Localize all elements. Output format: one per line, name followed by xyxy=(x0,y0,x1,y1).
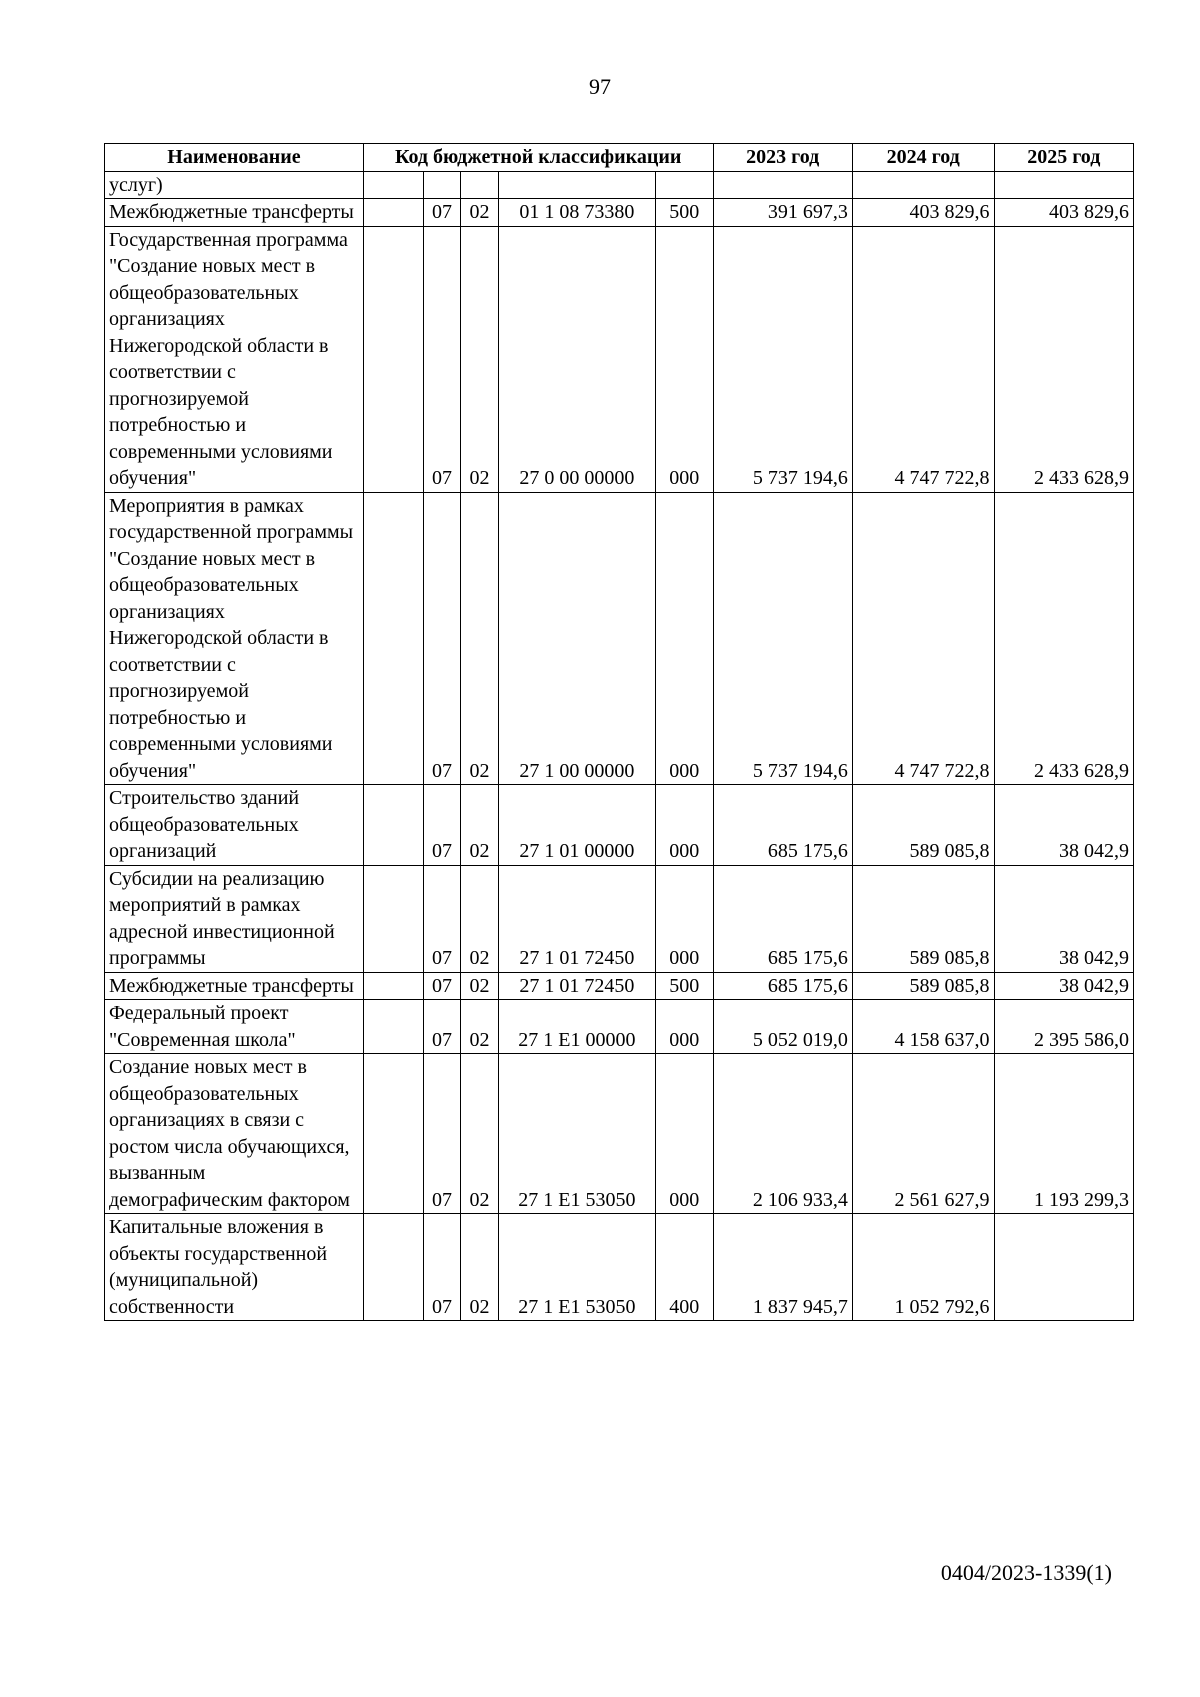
value-2024: 403 829,6 xyxy=(852,199,994,227)
code-expense-type: 400 xyxy=(655,1214,713,1321)
value-2023: 5 737 194,6 xyxy=(713,226,852,492)
table-body xyxy=(105,171,1134,1321)
value-2023: 1 837 945,7 xyxy=(713,1214,852,1321)
row-name: услуг) xyxy=(105,171,364,199)
code-expense-type: 000 xyxy=(655,785,713,866)
code-subsection: 02 xyxy=(461,199,499,227)
row-name: Государственная программа "Создание новых мест в общеобразовательных организациях Нижегородской области в соответствии с прогнозируемой потребностью и современными условиями обучения" xyxy=(105,226,364,492)
table-row xyxy=(105,199,1134,227)
value-2023: 2 106 933,4 xyxy=(713,1054,852,1214)
row-name: Межбюджетные трансферты xyxy=(105,972,364,1000)
value-2024 xyxy=(852,171,994,199)
code-section: 07 xyxy=(423,226,461,492)
document-id: 0404/2023-1339(1) xyxy=(940,1560,1112,1585)
value-2023: 391 697,3 xyxy=(713,199,852,227)
value-2024: 589 085,8 xyxy=(852,972,994,1000)
code-part-1 xyxy=(363,171,423,199)
table-row xyxy=(105,785,1134,866)
code-target xyxy=(498,171,655,199)
table-row xyxy=(105,171,1134,199)
header-name: Наименование xyxy=(105,144,364,172)
code-part-1 xyxy=(363,972,423,1000)
header-row xyxy=(105,144,1134,172)
code-subsection: 02 xyxy=(461,785,499,866)
value-2024: 589 085,8 xyxy=(852,865,994,972)
row-name: Строительство зданий общеобразовательных организаций xyxy=(105,785,364,866)
value-2023 xyxy=(713,171,852,199)
value-2025: 2 433 628,9 xyxy=(994,226,1133,492)
value-2024: 4 158 637,0 xyxy=(852,1000,994,1054)
header-2024: 2024 год xyxy=(852,144,994,172)
value-2023: 5 052 019,0 xyxy=(713,1000,852,1054)
value-2025 xyxy=(994,171,1133,199)
code-target: 01 1 08 73380 xyxy=(498,199,655,227)
code-target: 27 0 00 00000 xyxy=(498,226,655,492)
value-2025: 403 829,6 xyxy=(994,199,1133,227)
value-2024: 4 747 722,8 xyxy=(852,492,994,785)
code-subsection: 02 xyxy=(461,492,499,785)
code-expense-type: 500 xyxy=(655,972,713,1000)
table-row xyxy=(105,226,1134,492)
code-subsection: 02 xyxy=(461,865,499,972)
header-2025: 2025 год xyxy=(994,144,1133,172)
code-target: 27 1 E1 00000 xyxy=(498,1000,655,1054)
code-section: 07 xyxy=(423,1214,461,1321)
code-section xyxy=(423,171,461,199)
table-row xyxy=(105,492,1134,785)
code-section: 07 xyxy=(423,785,461,866)
value-2025: 38 042,9 xyxy=(994,865,1133,972)
code-subsection: 02 xyxy=(461,1054,499,1214)
header-code: Код бюджетной классификации xyxy=(363,144,713,172)
value-2025: 2 395 586,0 xyxy=(994,1000,1133,1054)
code-part-1 xyxy=(363,785,423,866)
row-name: Федеральный проект "Современная школа" xyxy=(105,1000,364,1054)
code-target: 27 1 E1 53050 xyxy=(498,1054,655,1214)
table-row xyxy=(105,1054,1134,1214)
table-row xyxy=(105,972,1134,1000)
code-section: 07 xyxy=(423,199,461,227)
value-2023: 685 175,6 xyxy=(713,972,852,1000)
code-section: 07 xyxy=(423,1000,461,1054)
value-2025: 1 193 299,3 xyxy=(994,1054,1133,1214)
code-subsection: 02 xyxy=(461,1000,499,1054)
row-name: Межбюджетные трансферты xyxy=(105,199,364,227)
row-name: Мероприятия в рамках государственной программы "Создание новых мест в общеобразовательных организациях Нижегородской области в соответствии с прогнозируемой потребностью и современными условиями обучения" xyxy=(105,492,364,785)
value-2025: 38 042,9 xyxy=(994,972,1133,1000)
row-name: Капитальные вложения в объекты государственной (муниципальной) собственности xyxy=(105,1214,364,1321)
code-expense-type: 000 xyxy=(655,865,713,972)
code-part-1 xyxy=(363,1000,423,1054)
code-part-1 xyxy=(363,492,423,785)
header-2023: 2023 год xyxy=(713,144,852,172)
row-name: Субсидии на реализацию мероприятий в рамках адресной инвестиционной программы xyxy=(105,865,364,972)
page-number: 97 xyxy=(589,74,611,99)
code-expense-type xyxy=(655,171,713,199)
value-2023: 5 737 194,6 xyxy=(713,492,852,785)
code-section: 07 xyxy=(423,972,461,1000)
row-name: Создание новых мест в общеобразовательных организациях в связи с ростом числа обучающихся, вызванным демографическим фактором xyxy=(105,1054,364,1214)
code-part-1 xyxy=(363,1214,423,1321)
code-expense-type: 000 xyxy=(655,492,713,785)
value-2025: 38 042,9 xyxy=(994,785,1133,866)
value-2025 xyxy=(994,1214,1133,1321)
code-subsection: 02 xyxy=(461,1214,499,1321)
table-row xyxy=(105,865,1134,972)
code-part-1 xyxy=(363,1054,423,1214)
value-2023: 685 175,6 xyxy=(713,865,852,972)
code-part-1 xyxy=(363,226,423,492)
value-2024: 2 561 627,9 xyxy=(852,1054,994,1214)
value-2024: 4 747 722,8 xyxy=(852,226,994,492)
code-section: 07 xyxy=(423,1054,461,1214)
value-2025: 2 433 628,9 xyxy=(994,492,1133,785)
table-row xyxy=(105,1214,1134,1321)
code-expense-type: 500 xyxy=(655,199,713,227)
code-section: 07 xyxy=(423,492,461,785)
code-expense-type: 000 xyxy=(655,226,713,492)
code-section: 07 xyxy=(423,865,461,972)
table-row xyxy=(105,1000,1134,1054)
value-2024: 589 085,8 xyxy=(852,785,994,866)
code-subsection: 02 xyxy=(461,972,499,1000)
code-target: 27 1 E1 53050 xyxy=(498,1214,655,1321)
code-subsection xyxy=(461,171,499,199)
code-target: 27 1 00 00000 xyxy=(498,492,655,785)
code-target: 27 1 01 72450 xyxy=(498,865,655,972)
value-2024: 1 052 792,6 xyxy=(852,1214,994,1321)
code-expense-type: 000 xyxy=(655,1000,713,1054)
code-target: 27 1 01 00000 xyxy=(498,785,655,866)
budget-table xyxy=(104,143,1134,1321)
code-part-1 xyxy=(363,865,423,972)
code-target: 27 1 01 72450 xyxy=(498,972,655,1000)
value-2023: 685 175,6 xyxy=(713,785,852,866)
code-subsection: 02 xyxy=(461,226,499,492)
code-expense-type: 000 xyxy=(655,1054,713,1214)
code-part-1 xyxy=(363,199,423,227)
